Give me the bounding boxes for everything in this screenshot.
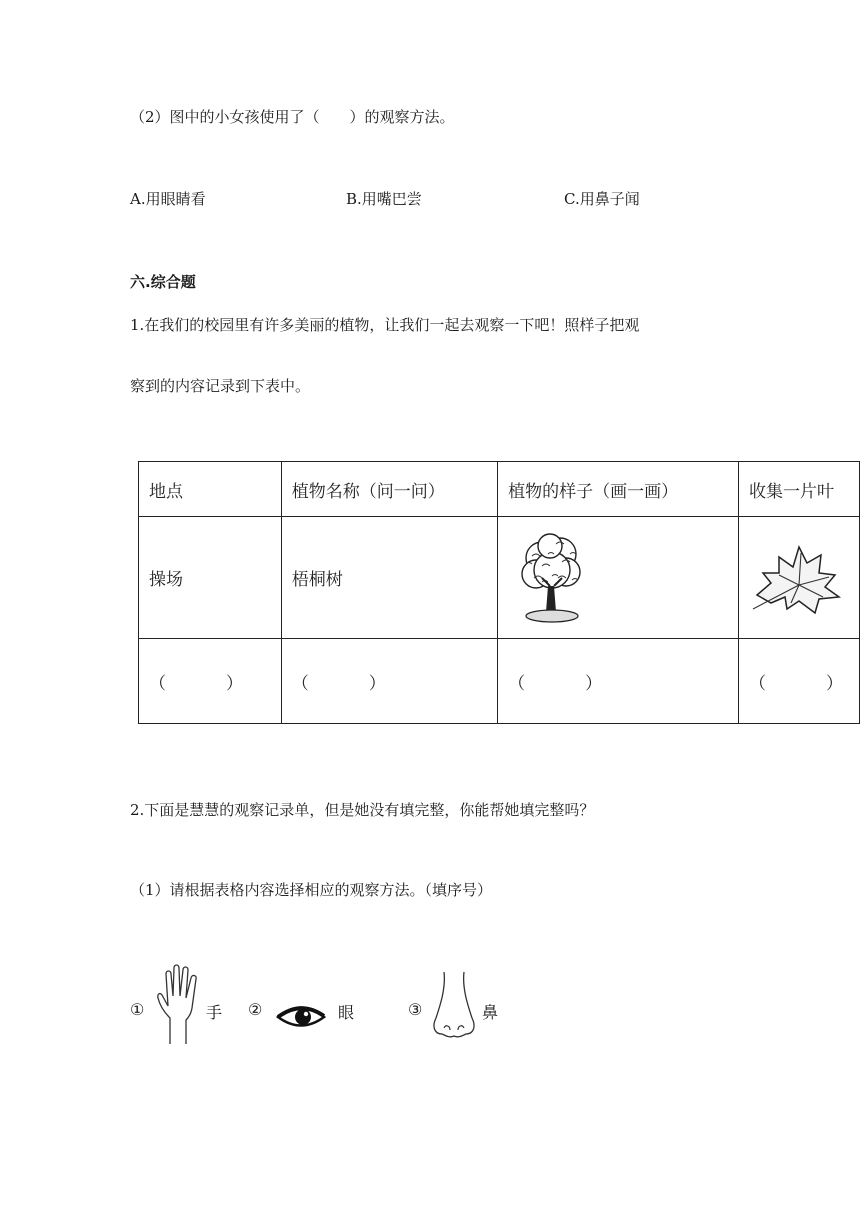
- question-1-line2: 察到的内容记录到下表中。: [130, 377, 311, 395]
- cell-leaf-drawing: [738, 517, 859, 639]
- sense-label-eye: 眼: [338, 1003, 355, 1022]
- sense-number-3: ③: [408, 1000, 423, 1019]
- option-a: A.用眼睛看: [130, 190, 206, 208]
- table-header-row: [139, 462, 860, 517]
- cell-plant-name-example: 梧桐树: [281, 517, 497, 639]
- plant-record-table: [138, 461, 860, 724]
- hand-icon: [156, 962, 200, 1046]
- section-title: 六.综合题: [130, 273, 196, 291]
- header-location: 地点: [139, 462, 282, 517]
- blank-cell-leaf[interactable]: （ ）: [738, 639, 859, 724]
- table-row: [139, 639, 860, 724]
- header-plant-look: 植物的样子（画一画）: [498, 462, 739, 517]
- sense-label-nose: 鼻: [482, 1003, 499, 1022]
- option-c: C.用鼻子闻: [564, 190, 640, 208]
- option-b: B.用嘴巴尝: [346, 190, 422, 208]
- question-2-line: 2.下面是慧慧的观察记录单，但是她没有填完整，你能帮她填完整吗？: [130, 801, 595, 819]
- leaf-icon: [749, 533, 859, 623]
- question-2-part1: （1）请根据表格内容选择相应的观察方法。（填序号）: [130, 881, 493, 899]
- header-collect-leaf: 收集一片叶: [738, 462, 859, 517]
- blank-cell-location[interactable]: （ ）: [139, 639, 282, 724]
- cell-tree-drawing: [498, 517, 739, 639]
- sense-number-1: ①: [130, 1000, 145, 1019]
- table-row: [139, 517, 860, 639]
- cell-location-example: 操场: [139, 517, 282, 639]
- sense-label-hand: 手: [206, 1003, 223, 1022]
- nose-icon: [430, 970, 478, 1042]
- blank-cell-plant-name[interactable]: （ ）: [281, 639, 497, 724]
- eye-icon: [276, 1004, 326, 1030]
- header-plant-name: 植物名称（问一问）: [281, 462, 497, 517]
- sense-number-2: ②: [248, 1000, 263, 1019]
- question-1-line1: 1.在我们的校园里有许多美丽的植物，让我们一起去观察一下吧！照样子把观: [130, 316, 640, 334]
- blank-cell-plant-look[interactable]: （ ）: [498, 639, 739, 724]
- tree-icon: [512, 530, 592, 626]
- question-2-sub: （2）图中的小女孩使用了（ ）的观察方法。: [130, 108, 455, 126]
